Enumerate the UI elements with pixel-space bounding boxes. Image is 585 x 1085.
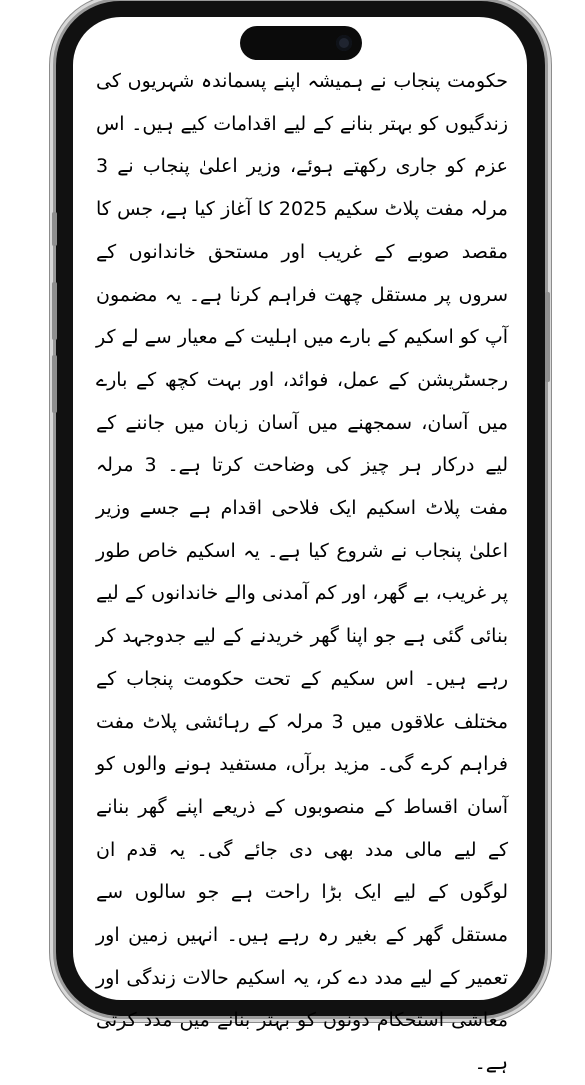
- volume-up-button: [52, 282, 57, 340]
- article-body: حکومت پنجاب نے ہمیشہ اپنے پسماندہ شہریوں کی زندگیوں کو بہتر بنانے کے لیے اقدامات کیے ہیں۔ اس عزم کو جاری رکھتے ہوئے، وزیر اعلیٰ پنجاب نے 3 مرلہ مفت پلاٹ سکیم 2025 کا آغاز کیا ہے، جس کا مقصد صوبے کے غریب اور مستحق خاندانوں کے سروں پر مستقل چھت فراہم کرنا ہے۔ یہ مضمون آپ کو اسکیم کے بارے میں اہلیت کے معیار سے لے کر رجسٹریشن کے عمل، فوائد، اور بہت کچھ کے بارے میں آسان، سمجھنے میں آسان زبان میں جاننے کے لیے درکار ہر چیز کی وضاحت کرتا ہے۔ 3 مرلہ مفت پلاٹ اسکیم ایک فلاحی اقدام ہے جسے وزیر اعلیٰ پنجاب نے شروع کیا ہے۔ یہ اسکیم خاص طور پر غریب، بے گھر، اور کم آمدنی والے خاندانوں کے لیے بنائی گئی ہے جو اپنا گھر خریدنے کے لیے جدوجہد کر رہے ہیں۔ اس سکیم کے تحت حکومت پنجاب کے مختلف علاقوں میں 3 مرلہ کے رہائشی پلاٹ مفت فراہم کرے گی۔ مزید برآں، مستفید ہونے والوں کو آسان اقساط کے منصوبوں کے ذریعے اپنے گھر بنانے کے لیے مالی مدد بھی دی جائے گی۔ یہ قدم ان لوگوں کے لیے ایک بڑا راحت ہے جو سالوں سے مستقل گھر کے بغیر رہ رہے ہیں۔ انہیں زمین اور تعمیر کے لیے مدد دے کر، یہ اسکیم حالات زندگی اور معاشی استحکام دونوں کو بہتر بنانے میں مدد کرتی ہے۔: [96, 70, 508, 1075]
- mute-switch: [52, 212, 57, 246]
- article-text-block: [96, 60, 508, 1075]
- power-button: [545, 292, 550, 382]
- volume-down-button: [52, 355, 57, 413]
- dynamic-island: [240, 26, 362, 60]
- camera-icon: [336, 35, 352, 51]
